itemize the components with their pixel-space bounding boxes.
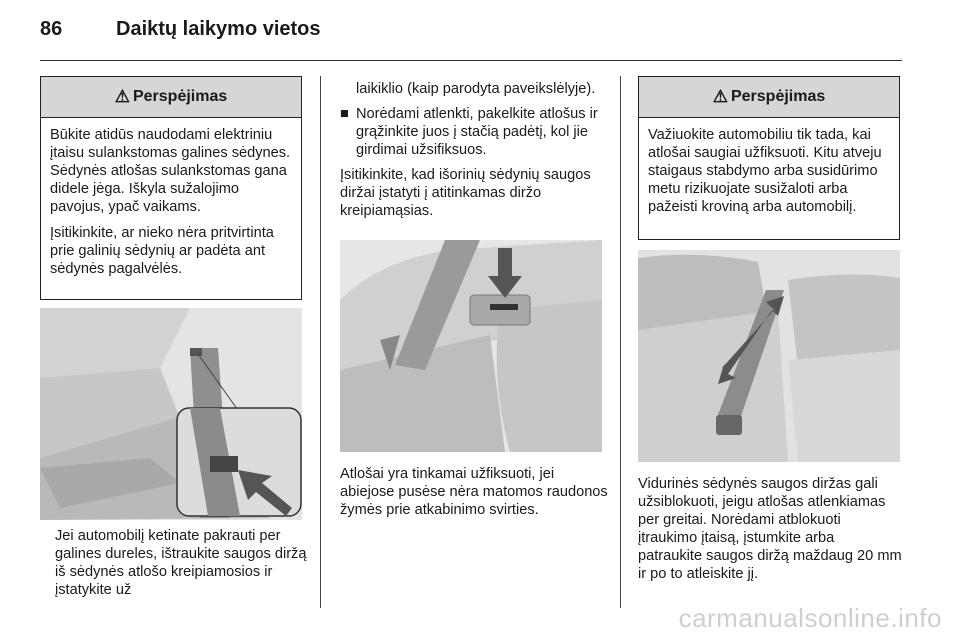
warning-title: Perspėjimas <box>730 88 826 105</box>
column-divider <box>620 76 621 608</box>
bullet-text: Norėdami atlenkti, pakelkite atlošus ir grąžinkite juos į stačią padėtį, kol jie girdimai užsifiksuos. <box>356 106 598 158</box>
warning-paragraph: Įsitikinkite, ar nieko nėra pritvirtinta prie galinių sėdynių ar padėta ant sėdynės pagalvėlės. <box>50 225 274 277</box>
warning-triangle-icon: ⚠ <box>712 87 728 106</box>
warning-header <box>41 77 301 118</box>
warning-body <box>639 118 899 216</box>
figure-caption: Atlošai yra tinkamai užfiksuoti, jei abiejose pusėse nėra matomos raudonos žymės prie atkabinimo svirties. <box>340 466 608 518</box>
continued-text: laikiklio (kaip parodyta paveikslėlyje). <box>356 81 596 97</box>
warning-title: Perspėjimas <box>132 88 228 105</box>
watermark: carmanualsonline.info <box>678 603 942 633</box>
warning-body <box>41 118 301 278</box>
paragraph: Įsitikinkite, kad išorinių sėdynių saugos diržai įstatyti į atitinkamas diržo kreipiamąsias. <box>340 167 591 219</box>
figure-seatbelt-holder <box>40 308 302 520</box>
warning-triangle-icon: ⚠ <box>114 87 130 106</box>
seat-lock-illustration <box>340 240 602 452</box>
seatbelt-holder-illustration <box>40 308 302 520</box>
col2-text-block <box>340 80 610 227</box>
col1-bullet-text: Jei automobilį ketinate pakrauti per galines dureles, ištraukite saugos diržą iš sėdynės atlošo kreipiamosios ir įstatykite už <box>55 528 307 598</box>
warning-paragraph: Būkite atidūs naudodami elektriniu įtaisu sulankstomas galines sėdynes. Sėdynės atlošas sulankstomas gana didele jėga. Iškyla sužalojimo pavojus, ypač vaikams. <box>50 127 291 215</box>
bullet-marker: ■ <box>340 106 349 122</box>
warning-paragraph: Važiuokite automobiliu tik tada, kai atlošai saugiai užfiksuoti. Kitu atveju staigaus stabdymo arba susidūrimo metu rizikuojate susižaloti arba pažeisti kroviną arba automobilį. <box>648 127 882 215</box>
figure-middle-belt <box>638 250 900 462</box>
warning-header <box>639 77 899 118</box>
header-rule <box>40 60 902 61</box>
warning-box-left <box>40 76 302 300</box>
page-title: Daiktų laikymo vietos <box>116 18 321 40</box>
warning-box-right <box>638 76 900 240</box>
figure-seat-lock <box>340 240 602 452</box>
middle-belt-illustration <box>638 250 900 462</box>
list-item <box>340 105 610 159</box>
page-number: 86 <box>40 18 63 40</box>
column-divider <box>320 76 321 608</box>
paragraph: Vidurinės sėdynės saugos diržas gali užsiblokuoti, jeigu atlošas atlenkiamas per greitai. Norėdami atblokuoti įtraukimo įtaisą, įstumkite arba patraukite saugos diržą maždaug 20 mm ir po to atleiskite jį. <box>638 476 902 582</box>
page-header <box>40 14 902 62</box>
